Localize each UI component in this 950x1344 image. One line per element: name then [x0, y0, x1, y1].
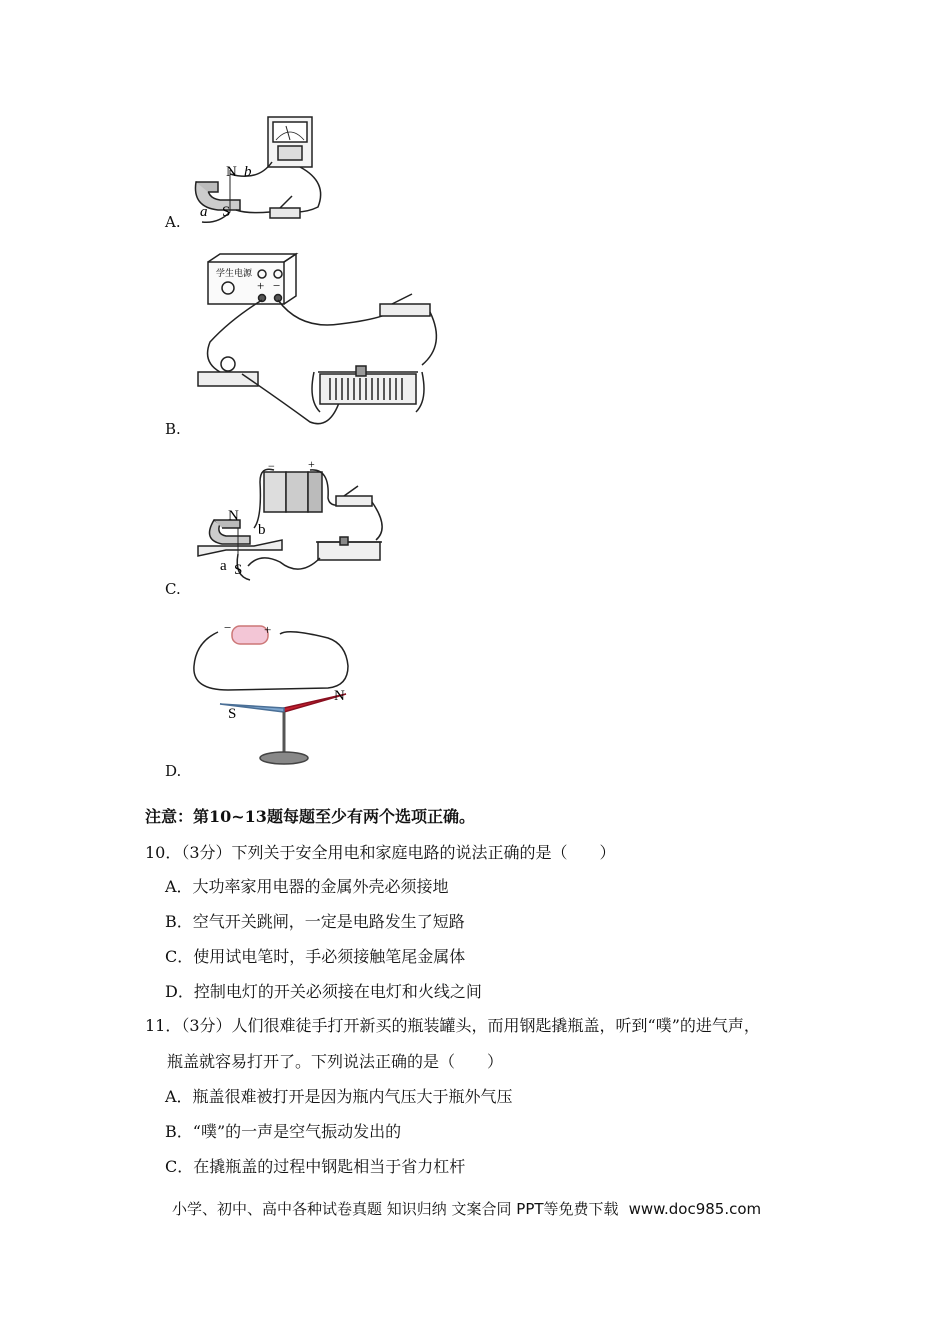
footer-url[interactable]: www.doc985.com: [628, 1200, 762, 1218]
footer-text: 小学、初中、高中各种试卷真题 知识归纳 文案合同 PPT等免费下载: [172, 1200, 619, 1218]
multi-answer-note: 注意：第10~13题每题至少有两个选项正确。: [145, 807, 475, 826]
fig-b-minus: −: [273, 278, 281, 293]
fig-c-minus: −: [268, 459, 275, 473]
fig-d-plus: +: [264, 622, 272, 637]
fig-c-wire-a: a: [220, 558, 227, 574]
q11-choice-b: B．“噗”的一声是空气振动发出的: [165, 1122, 402, 1141]
fig-a-wire-a: a: [200, 204, 208, 220]
fig-a-pole-s: S: [222, 204, 231, 220]
fig-c-pole-s: S: [234, 562, 243, 578]
figure-c-battery-rheostat-circuit: [190, 458, 390, 588]
q10-choice-c: C．使用试电笔时，手必须接触笔尾金属体: [165, 947, 466, 966]
q11-choice-a: A．瓶盖很难被打开是因为瓶内气压大于瓶外气压: [165, 1087, 513, 1106]
figure-b-lamp-rheostat-circuit: [190, 250, 450, 430]
fig-a-pole-n: N: [226, 164, 237, 180]
fig-b-plus: +: [257, 278, 265, 293]
fig-b-power-label: 学生电源: [216, 268, 253, 278]
option-b-label: B.: [165, 420, 181, 438]
q11-choice-c: C．在撬瓶盖的过程中钢匙相当于省力杠杆: [165, 1157, 466, 1176]
question-11-stem-line2: 瓶盖就容易打开了。下列说法正确的是（ ）: [167, 1052, 504, 1071]
fig-d-pole-n: N: [334, 688, 345, 704]
question-10-stem: 10．（3分）下列关于安全用电和家庭电路的说法正确的是（ ）: [145, 843, 616, 862]
figure-a-galvanometer-circuit: [188, 112, 338, 232]
question-11-stem-line1: 11．（3分）人们很难徒手打开新买的瓶装罐头，而用钢匙撬瓶盖，听到“噗”的进气声，: [145, 1016, 760, 1035]
fig-a-wire-b: b: [244, 164, 252, 180]
option-a-label: A.: [165, 213, 181, 231]
figure-d-compass-needle-circuit: [188, 620, 368, 775]
fig-c-pole-n: N: [228, 508, 239, 524]
q10-choice-d: D．控制电灯的开关必须接在电灯和火线之间: [165, 982, 482, 1001]
fig-c-wire-b: b: [258, 522, 266, 538]
footer: [172, 1198, 761, 1219]
q10-choice-b: B．空气开关跳闸，一定是电路发生了短路: [165, 912, 465, 931]
option-c-label: C.: [165, 580, 181, 598]
fig-d-pole-s: S: [228, 706, 237, 722]
q10-choice-a: A．大功率家用电器的金属外壳必须接地: [165, 877, 449, 896]
option-d-label: D.: [165, 762, 182, 780]
fig-d-minus: −: [224, 620, 232, 635]
fig-c-plus: +: [308, 458, 315, 471]
